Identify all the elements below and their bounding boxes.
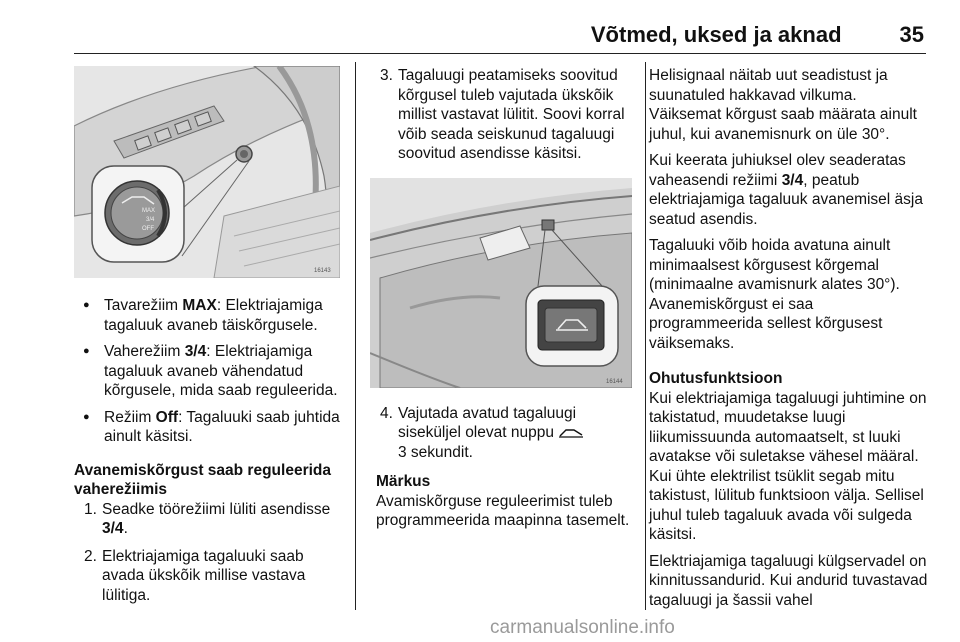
- illustration-id-right: 16144: [606, 378, 623, 385]
- header-rule: [74, 53, 926, 54]
- paragraph: Kui keerata juhiuksel olev seaderatas vaheasendi režiimi 3/4, peatub elektriajamiga tagaluuk avanemisel äsja seatud asendis.: [649, 152, 923, 228]
- page-title: Võtmed, uksed ja aknad: [590, 22, 842, 47]
- paragraph: Elektriajamiga tagaluugi külgservadel on kinnitussandurid. Kui andurid tuvastavad tagaluugi ja šassii vahel: [649, 552, 928, 609]
- tailgate-button-icon: [558, 427, 584, 439]
- section-heading: Ohutusfunktsioon: [649, 370, 783, 387]
- bullet-item: ● Tavarežiim MAX: Elektriajamiga tagaluuk avaneb täiskõrgusele.: [74, 296, 340, 335]
- door-switch-drawing: [74, 66, 340, 278]
- numbered-step: 3. Tagaluugi peatamiseks soovitud kõrgusel tuleb vajutada ükskõik millist vastavat lülitit. Soovi korral võib seada seiskunud tagaluugi soovitud asendisse käsitsi.: [380, 67, 625, 162]
- bullet-item: ● Režiim Off: Tagaluuki saab juhtida ainult käsitsi.: [74, 408, 340, 447]
- note-text: Avamiskõrguse reguleerimist tuleb programmeerida maapinna tasemelt.: [376, 492, 630, 529]
- column-2: [370, 60, 636, 531]
- bullet-item: ● Vaherežiim 3/4: Elektriajamiga tagaluuk avaneb vähendatud kõrgusele, mida saab reguleerida.: [74, 342, 340, 401]
- switch-label-max: MAX: [142, 208, 156, 214]
- numbered-step: 4. Vajutada avatud tagaluugi siseküljel olevat nuppu 3 sekundit.: [370, 404, 636, 463]
- column-divider-1: [355, 62, 356, 610]
- tailgate-button-illustration: [370, 178, 632, 388]
- paragraph: Helisignaal näitab uut seadistust ja suunatuled hakkavad vilkuma. Väiksemat kõrgust saab määrata ainult juhul, kui avanemisnurk on üle 30°.: [649, 67, 917, 143]
- paragraph: Kui elektriajamiga tagaluugi juhtimine on takistatud, muudetakse luugi liikumissuunda automaatselt, st luuki avatakse või suletakse vähesel määral. Kui ühte elektrilist tsüklit segab mitu takistust, lülitub funktsioon välja. Sellisel juhul tuleb tagaluuk avada või sulgeda käsitsi.: [649, 389, 927, 543]
- tailgate-drawing: [370, 178, 632, 388]
- switch-label-off: OFF: [142, 226, 154, 232]
- paragraph: Tagaluuki võib hoida avatuna ainult minimaalsest kõrgusest kõrgemal (minimaalne avamisnurk alates 30°). Avanemiskõrgust ei saa programmeerida sellest kõrgusest väiksemaks.: [649, 237, 900, 352]
- switch-label-three-quarter: 3/4: [146, 217, 155, 223]
- numbered-step: 1. Seadke töörežiimi lüliti asendisse 3/4.: [84, 500, 331, 537]
- section-heading: Avanemiskõrgust saab reguleerida vaherežiimis: [74, 461, 331, 498]
- door-switch-illustration: [74, 66, 340, 278]
- illustration-id-left: 16143: [314, 268, 331, 274]
- numbered-step: 2. Elektriajamiga tagaluuki saab avada ükskõik millise vastava lülitiga.: [84, 547, 306, 604]
- watermark: carmanualsonline.info: [490, 617, 675, 638]
- page-header: [591, 22, 924, 48]
- column-divider-2: [645, 62, 646, 610]
- column-1: [74, 60, 340, 613]
- page-number: 35: [899, 22, 924, 47]
- note-title: Märkus: [376, 473, 431, 490]
- column-3: [649, 60, 931, 617]
